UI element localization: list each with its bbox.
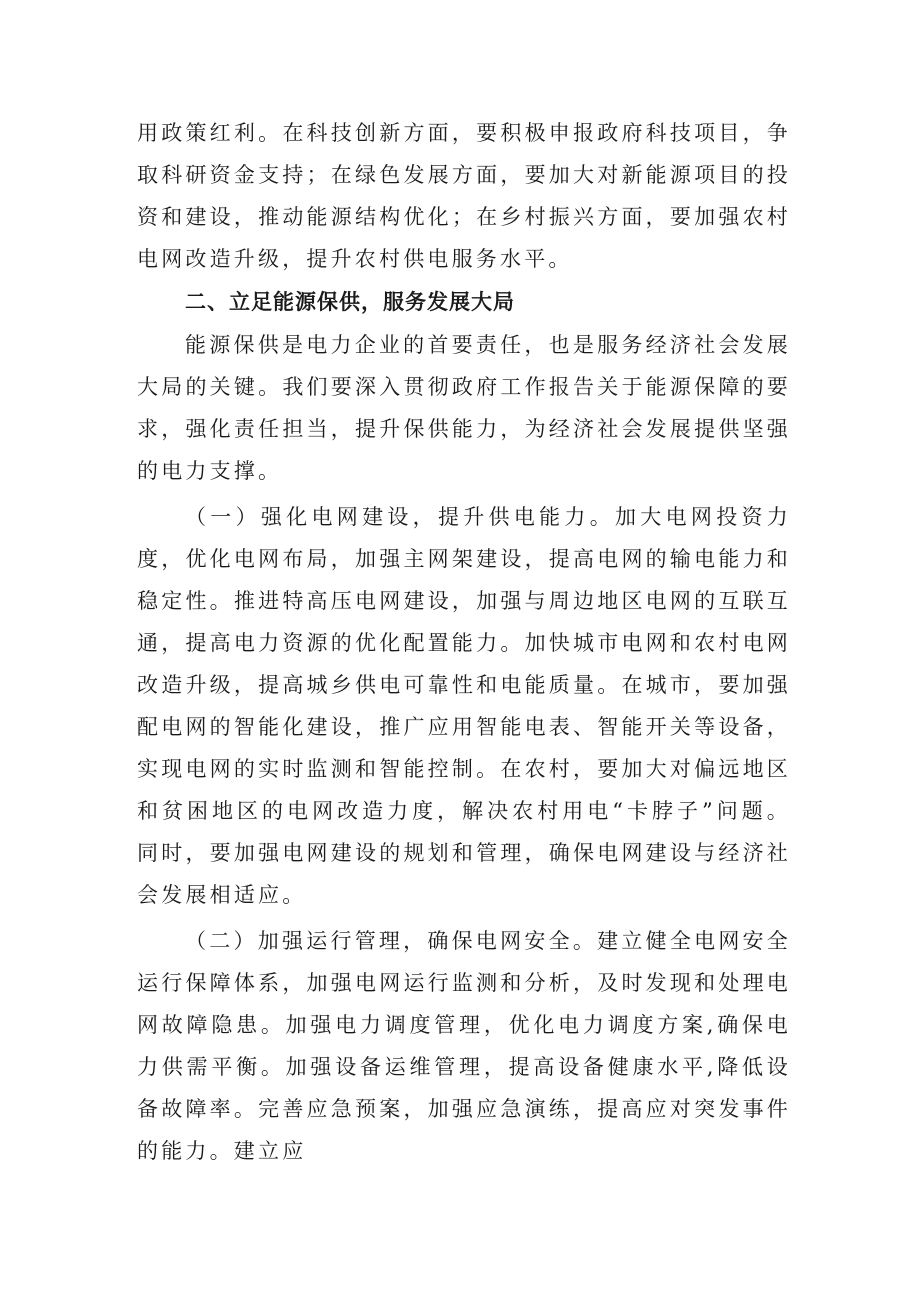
section-heading: 二、立足能源保供，服务发展大局 [185, 290, 515, 314]
paragraph-continuation: 用政策红利。在科技创新方面，要积极申报政府科技项目，争取科研资金支持；在绿色发展方面，要加大对新能源项目的投资和建设，推动能源结构优化；在乡村振兴方面，要加强农村电网改造升级，提升农村供电服务水平。 [137, 121, 791, 271]
paragraph-subsection-2: （二）加强运行管理，确保电网安全。建立健全电网安全运行保障体系，加强电网运行监测和分析，及时发现和处理电网故障隐患。加强电力调度管理，优化电力调度方案,确保电力供需平衡。加强设备运维管理，提高设备健康水平,降低设备故障率。完善应急预案，加强应急演练，提高应对突发事件的能力。建立应 [137, 929, 791, 1163]
paragraph-intro: 能源保供是电力企业的首要责任，也是服务经济社会发展大局的关键。我们要深入贯彻政府工作报告关于能源保障的要求，强化责任担当，提升保供能力，为经济社会发展提供坚强的电力支撑。 [137, 333, 791, 483]
paragraph-subsection-1: （一）强化电网建设，提升供电能力。加大电网投资力度，优化电网布局，加强主网架建设，提高电网的输电能力和稳定性。推进特高压电网建设，加强与周边地区电网的互联互通，提高电力资源的优化配置能力。加快城市电网和农村电网改造升级，提高城乡供电可靠性和电能质量。在城市，要加强配电网的智能化建设，推广应用智能电表、智能开关等设备，实现电网的实时监测和智能控制。在农村，要加大对偏远地区和贫困地区的电网改造力度，解决农村用电“卡脖子”问题。同时，要加强电网建设的规划和管理，确保电网建设与经济社会发展相适应。 [137, 505, 791, 907]
document-body [137, 112, 791, 1172]
